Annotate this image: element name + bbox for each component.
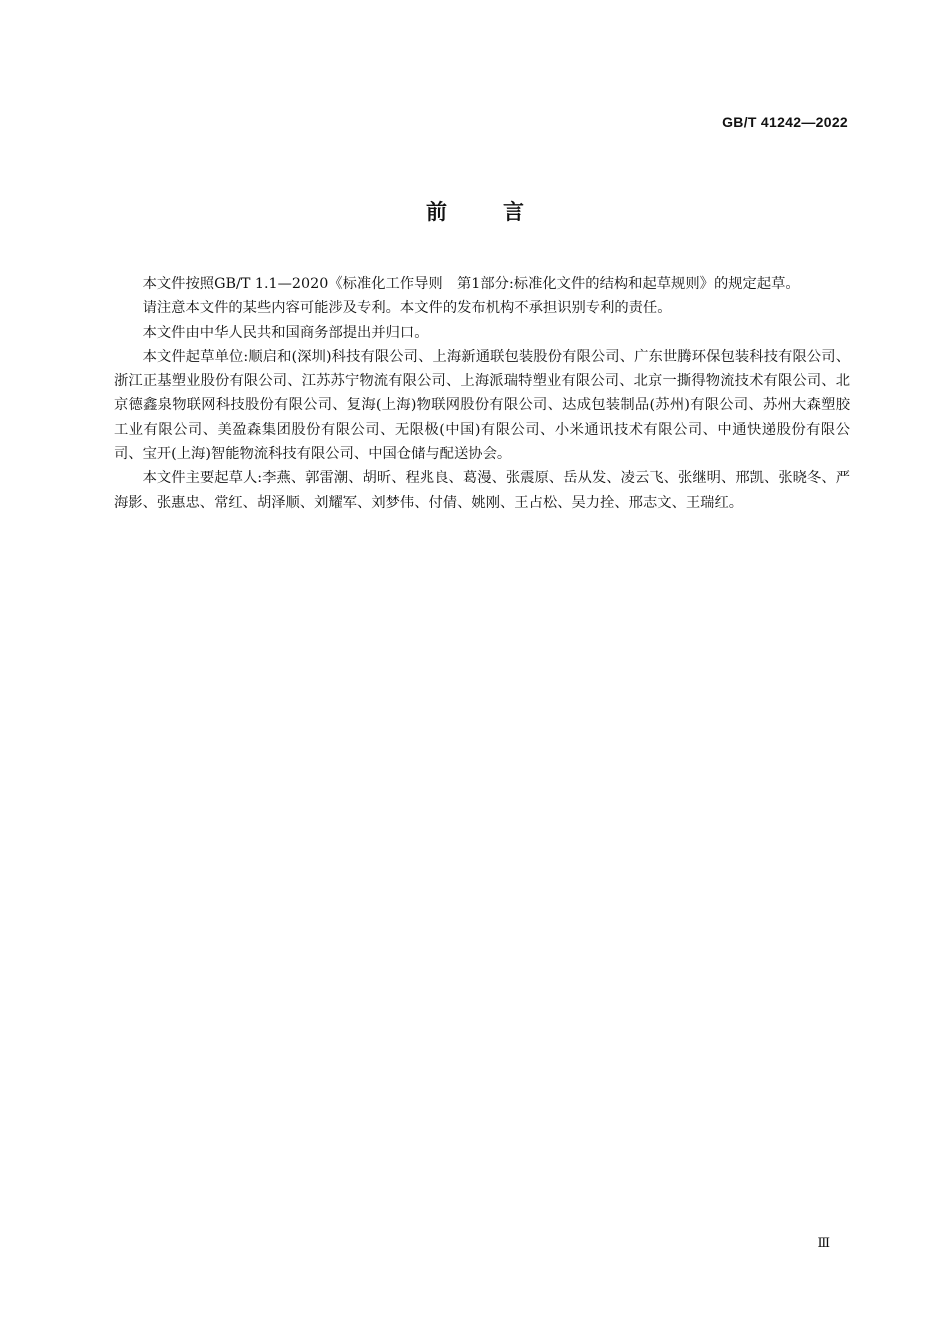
page-number: Ⅲ <box>817 1236 830 1251</box>
standard-number: GB/T 41242—2022 <box>722 114 848 130</box>
paragraph-drafting-rules: 本文件按照GB/T 1.1—2020《标准化工作导则 第1部分:标准化文件的结构和起草规则》的规定起草。 <box>142 276 800 292</box>
paragraph-drafters: 本文件主要起草人:李燕、郭雷潮、胡昕、程兆良、葛漫、张震原、岳从发、凌云飞、张继明、邢凯、张晓冬、严海影、张惠忠、常红、胡泽顺、刘耀军、刘梦伟、付倩、姚刚、王占松、吴力拴、邢志文、王瑞红。 <box>114 470 850 511</box>
foreword-body <box>114 272 850 515</box>
paragraph-drafting-units: 本文件起草单位:顺启和(深圳)科技有限公司、上海新通联包装股份有限公司、广东世腾环保包装科技有限公司、浙江正基塑业股份有限公司、江苏苏宁物流有限公司、上海派瑞特塑业有限公司、北京一撕得物流技术有限公司、北京德鑫泉物联网科技股份有限公司、复海(上海)物联网股份有限公司、达成包装制品(苏州)有限公司、苏州大森塑胶工业有限公司、美盈森集团股份有限公司、无限极(中国)有限公司、小米通讯技术有限公司、中通快递股份有限公司、宝开(上海)智能物流科技有限公司、中国仓储与配送协会。 <box>114 348 850 463</box>
page-title: 前言 <box>426 200 580 224</box>
paragraph-patent-notice: 请注意本文件的某些内容可能涉及专利。本文件的发布机构不承担识别专利的责任。 <box>142 300 672 317</box>
paragraph-proposer: 本文件由中华人民共和国商务部提出并归口。 <box>142 324 429 341</box>
